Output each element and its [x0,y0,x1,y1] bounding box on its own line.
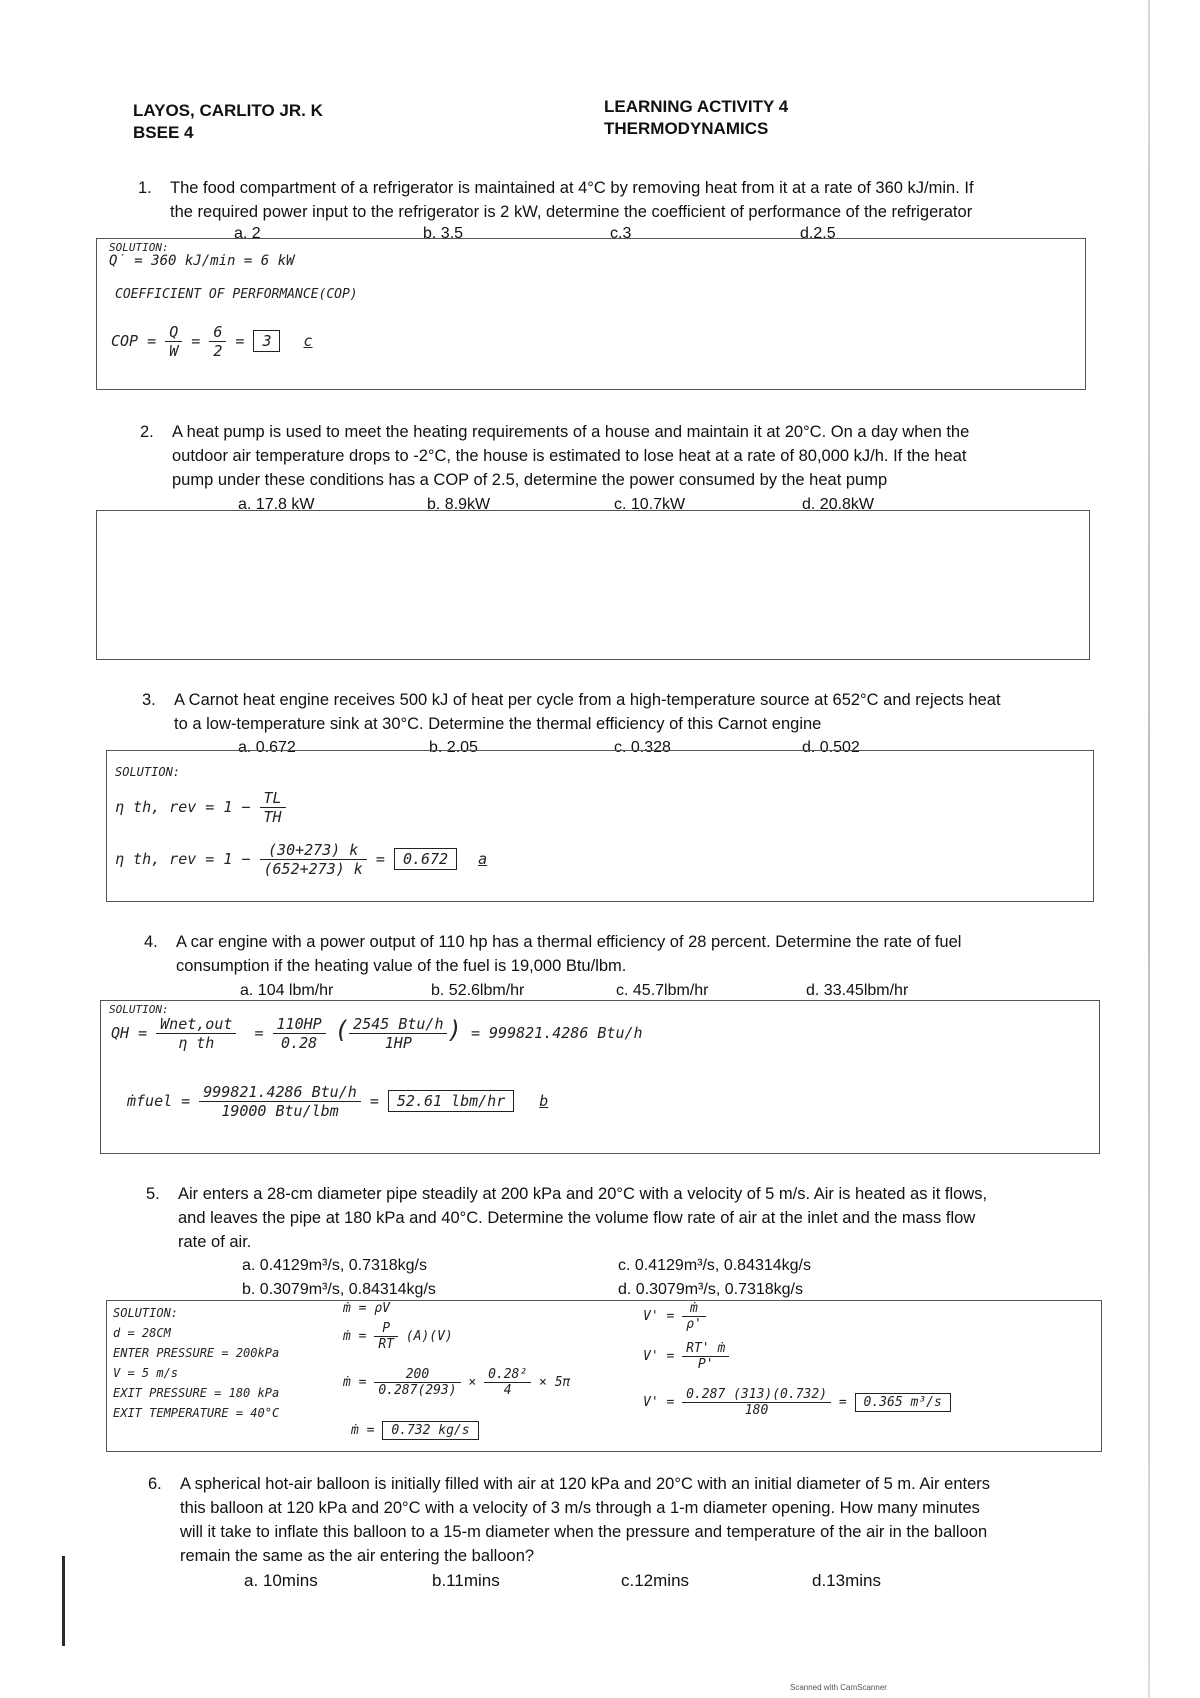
numerator: P [374,1321,398,1337]
equals: = [191,332,201,350]
answer-box: 0.672 [394,848,457,870]
numerator: 999821.4286 Btu/h [199,1083,361,1102]
student-course: BSEE 4 [133,123,194,142]
question-number: 1. [138,179,152,197]
option-c: c. 0.328 [614,739,671,756]
answer-box: 52.61 lbm/hr [388,1090,514,1112]
mass-lhs: ṁ = [343,1375,367,1390]
denominator: W [169,342,179,360]
denominator: η th [178,1034,215,1052]
mass-flow-2 [343,1321,453,1352]
given-line: Q̇ = 360 kJ/min = 6 kW [109,253,295,269]
question-number: 4. [144,933,158,951]
denominator: 4 [503,1383,512,1398]
mass-lhs: ṁ = [343,1329,367,1344]
option-b: b. 0.3079m³/s, 0.84314kg/s [242,1281,436,1298]
mass-lhs: ṁ = [351,1423,375,1438]
numerator: 0.28² [484,1367,531,1383]
formula-lhs: η th, rev = 1 − [115,798,251,816]
solution-heading: SOLUTION: [113,1306,179,1320]
option-b: b. 3.5 [423,225,464,242]
times: × [468,1375,477,1390]
answer-box: 0.365 m³/s [855,1393,951,1412]
given-item: EXIT PRESSURE = 180 kPa [113,1386,280,1400]
question-line: and leaves the pipe at 180 kPa and 40°C. Determine the volume flow rate of air at the inlet and the mass flow [178,1209,976,1227]
option-c: c.3 [610,225,632,242]
efficiency-substitution: η th, rev = 1 − $\frac{(30+273) k}{(652+273) k}$ = 0.672 a [115,841,488,878]
numerator: 110HP [273,1015,326,1034]
fuel-rate-equation: ṁfuel = $\frac{\text{999821.4286 Btu/h}}{\text{19000 Btu/lbm}}$ = 52.61 lbm/hr b [127,1083,549,1120]
question-line: outdoor air temperature drops to -2°C, the house is estimated to lose heat at a rate of 80,000 kJ/h. If the heat [172,447,967,465]
denominator: RT [378,1337,394,1352]
question-line: A spherical hot-air balloon is initially filled with air at 120 kPa and 20°C with an initial diameter of 5 m. Air enters [180,1475,990,1493]
option-c: c.12mins [621,1571,690,1590]
mass-flow-result [351,1421,479,1440]
question-line: to a low-temperature sink at 30°C. Determine the thermal efficiency of this Carnot engine [174,715,822,733]
fraction [374,1367,460,1398]
denominator: 1HP [384,1034,412,1052]
question-number: 2. [140,423,154,441]
numerator: Wnet,out [156,1015,236,1034]
option-c: c. 0.4129m³/s, 0.84314kg/s [618,1257,811,1274]
option-b: b. 2.05 [429,739,478,756]
student-name: LAYOS, CARLITO JR. K [133,101,323,120]
formula-lhs: η th, rev = 1 − [115,850,251,868]
option-b: b. 8.9kW [427,496,491,513]
numerator: Q [165,323,182,342]
solution-box-3 [106,750,1094,902]
activity-title: LEARNING ACTIVITY 4 [604,97,789,116]
option-a: a. 0.672 [238,739,296,756]
fraction [682,1341,729,1372]
cop-lhs: COP = [111,332,157,350]
option-d: d. 20.8kW [802,496,875,513]
question-line: A heat pump is used to meet the heating requirements of a house and maintain it at 20°C. On a day when the [172,423,970,441]
option-d: d.13mins [812,1571,881,1590]
question-line: A car engine with a power output of 110 hp has a thermal efficiency of 28 percent. Determine the rate of fuel [176,933,962,951]
mass-rest: × 5π [539,1375,571,1390]
option-d: d.2.5 [800,225,836,242]
scan-mark [62,1556,65,1646]
numerator: 6 [209,323,226,342]
volume-flow-2 [643,1341,729,1372]
fraction [349,1015,447,1052]
volume-lhs: V' = [643,1395,675,1410]
fraction [682,1387,831,1418]
mass-flow-3 [343,1367,570,1398]
fraction [199,1083,361,1120]
numerator: 0.287 (313)(0.732) [682,1387,831,1403]
option-d: d. 0.502 [802,739,860,756]
denominator: 19000 Btu/lbm [221,1102,339,1120]
numerator: 2545 Btu/h [349,1015,447,1034]
fraction [374,1321,398,1352]
denominator: 180 [744,1403,769,1418]
answer-box: 3 [253,330,280,352]
volume-lhs: V' = [643,1349,675,1364]
solution-heading: SOLUTION: [109,241,169,254]
question-line: this balloon at 120 kPa and 20°C with a velocity of 3 m/s through a 1-m diameter opening. How many minutes [180,1499,980,1517]
option-a: a. 0.4129m³/s, 0.7318kg/s [242,1257,427,1274]
solution-box-5 [106,1300,1102,1452]
denominator: P' [697,1357,714,1372]
solution-box-4 [100,1000,1100,1154]
question-line: A Carnot heat engine receives 500 kJ of heat per cycle from a high-temperature source at 652°C and rejects heat [174,691,1001,709]
fraction [165,323,182,360]
mfuel-lhs: ṁfuel = [127,1092,191,1110]
fraction [682,1301,706,1332]
question-number: 6. [148,1475,162,1493]
heat-input-equation: QH = $\frac{\text{Wnet,out}}{\text{η th}}$ = $\frac{110HP}{0.28}$ ( $\frac{\text{2545 Btu/h}}{1HP}$ ) = 999821.4286 Btu/h [111,1015,643,1052]
denominator: ρ' [686,1317,702,1332]
denominator: (652+273) k [263,860,363,878]
solution-box-2 [96,510,1090,660]
cop-equation [111,323,313,360]
given-item: ENTER PRESSURE = 200kPa [113,1346,280,1360]
numerator: (30+273) k [260,841,367,860]
qh-lhs: QH = [111,1024,148,1042]
denominator: 2 [213,342,223,360]
mass-rest: (A)(V) [405,1329,453,1344]
question-number: 3. [142,691,156,709]
qh-result: = 999821.4286 Btu/h [470,1024,643,1042]
question-line: Air enters a 28-cm diameter pipe steadily at 200 kPa and 20°C with a velocity of 5 m/s. Air is heated as it flows, [178,1185,988,1203]
scan-edge [1148,0,1150,1698]
given-item: EXIT TEMPERATURE = 40°C [113,1406,280,1420]
given-item: V = 5 m/s [113,1366,179,1380]
option-d: d. 33.45lbm/hr [806,982,909,999]
option-a: a. 17.8 kW [238,496,315,513]
option-a: a. 104 lbm/hr [240,982,334,999]
question-line: will it take to inflate this balloon to a 15-m diameter when the pressure and temperature of the air in the balloon [180,1523,988,1541]
numerator: RT' ṁ [682,1341,729,1357]
numerator: 200 [374,1367,460,1383]
option-c: c. 10.7kW [614,496,686,513]
denominator: 0.287(293) [378,1383,457,1398]
fraction [209,323,226,360]
mass-flow-1: ṁ = ρV [343,1301,390,1316]
given-item: d = 28CM [113,1326,171,1340]
question-line: consumption if the heating value of the fuel is 19,000 Btu/lbm. [176,957,627,975]
subject-title: THERMODYNAMICS [604,119,769,138]
question-number: 5. [146,1185,160,1203]
solution-heading: SOLUTION: [109,1003,169,1016]
option-b: b. 52.6lbm/hr [431,982,525,999]
activity-block [604,96,788,140]
fraction [260,841,367,878]
efficiency-formula [115,789,286,826]
option-a: a. 10mins [244,1571,318,1590]
answer-letter: c [303,332,313,350]
question-line: The food compartment of a refrigerator is maintained at 4°C by removing heat from it at a rate of 360 kJ/min. If [170,179,974,197]
volume-flow-3: V' = $\frac{0.287 (313)(0.732)}{180}$ = 0.365 m³/s [643,1387,951,1418]
answer-box: 0.732 kg/s [382,1421,478,1440]
numerator: TL [260,789,286,808]
fraction [273,1015,326,1052]
fraction [260,789,286,826]
question-line: pump under these conditions has a COP of 2.5, determine the power consumed by the heat pump [172,471,888,489]
answer-letter: a [478,850,488,868]
answer-letter: b [539,1092,549,1110]
fraction [484,1367,531,1398]
option-d: d. 0.3079m³/s, 0.7318kg/s [618,1281,803,1298]
scanner-watermark: Scanned with CamScanner [790,1683,887,1692]
solution-heading: SOLUTION: [115,765,181,779]
numerator: ṁ [682,1301,706,1317]
question-line: the required power input to the refrigerator is 2 kW, determine the coefficient of performance of the refrigerator [170,203,973,221]
given-list [113,1303,279,1423]
option-a: a. 2 [234,225,261,242]
solution-box-1 [96,238,1086,390]
denominator: TH [263,808,282,826]
option-c: c. 45.7lbm/hr [616,982,709,999]
equals: = [235,332,245,350]
question-line: remain the same as the air entering the balloon? [180,1547,535,1565]
option-b: b.11mins [432,1571,500,1590]
student-block [133,100,323,144]
fraction [156,1015,236,1052]
volume-lhs: V' = [643,1309,675,1324]
volume-flow-1 [643,1301,706,1332]
cop-label: COEFFICIENT OF PERFORMANCE(COP) [115,287,358,302]
question-line: rate of air. [178,1233,252,1251]
denominator: 0.28 [281,1034,318,1052]
